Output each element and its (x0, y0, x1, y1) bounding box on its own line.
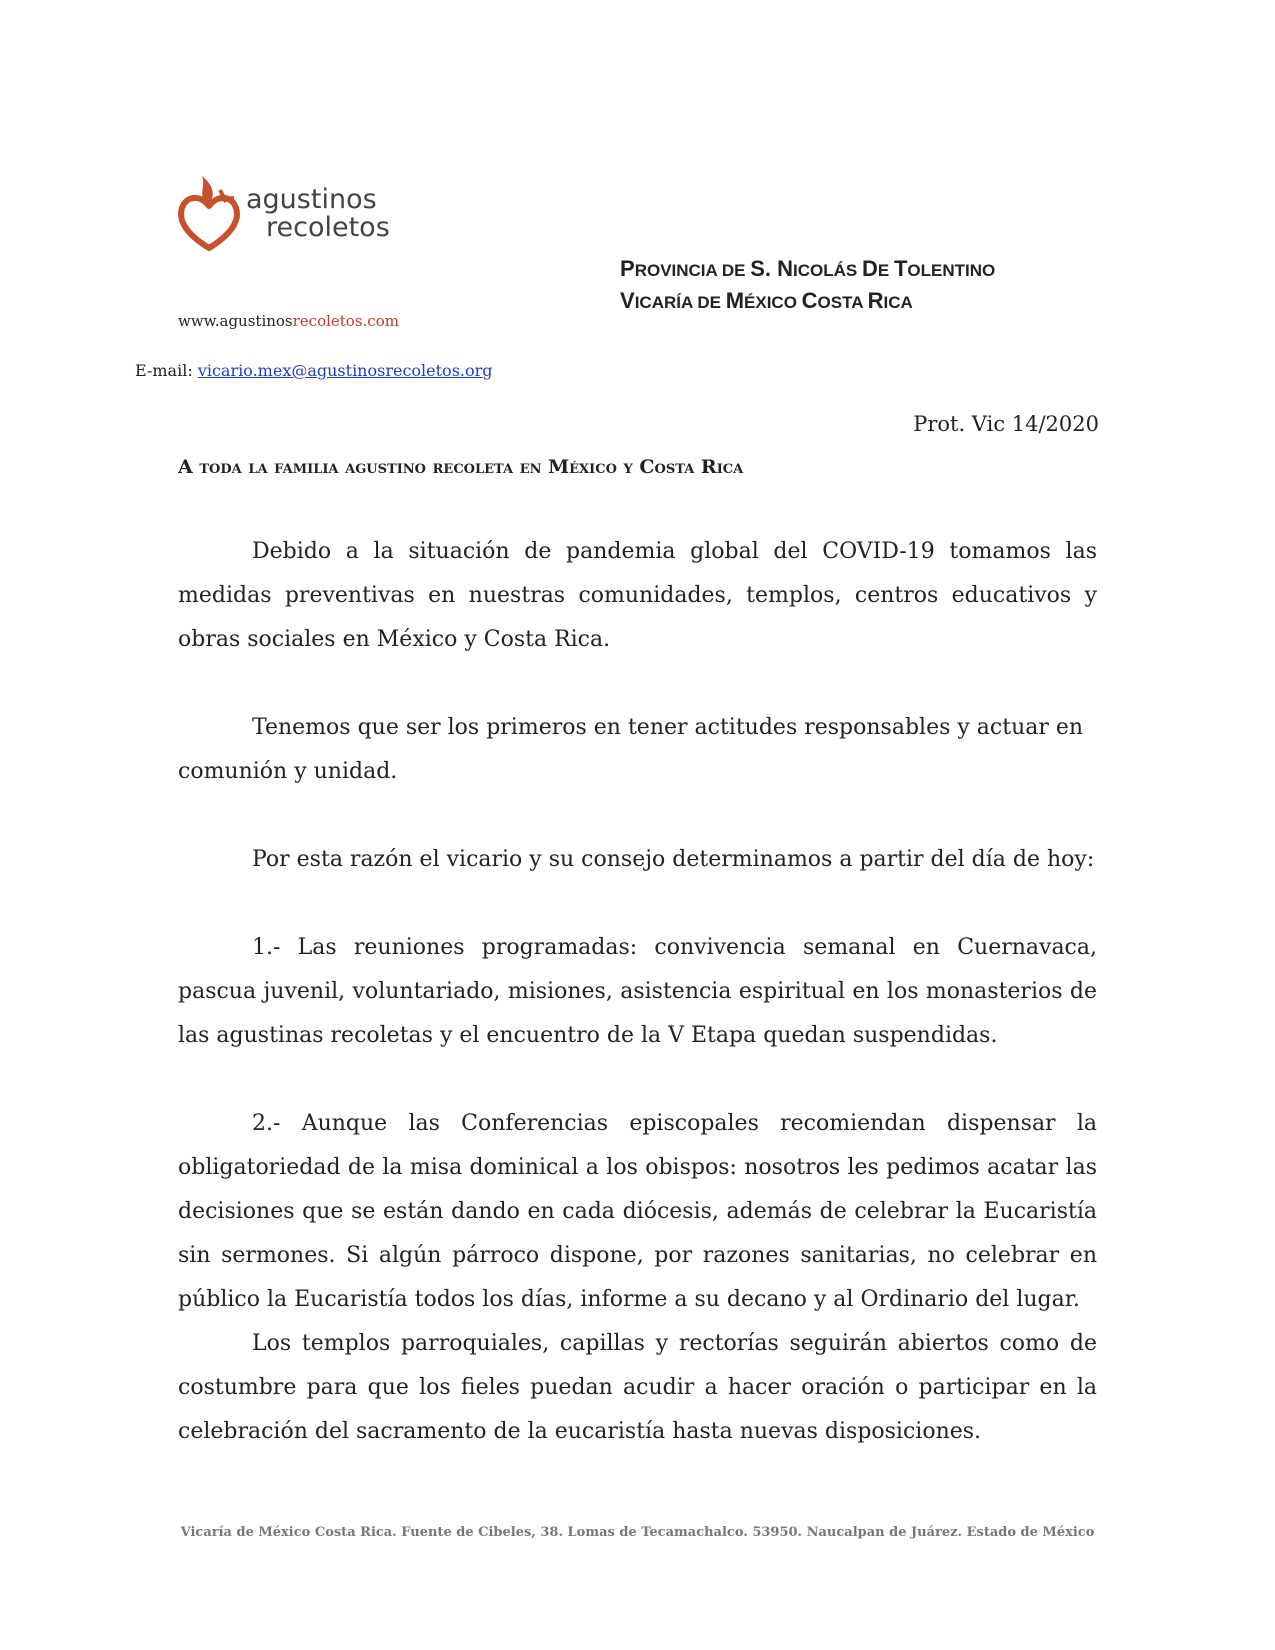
logo-line-1: agustinos (246, 184, 377, 215)
email-link[interactable]: vicario.mex@agustinosrecoletos.org (197, 361, 493, 380)
province-line-2: VICARÍA DE MÉXICO COSTA RICA (620, 288, 913, 313)
heart-flame-icon (176, 176, 242, 256)
paragraph-3: Por esta razón el vicario y su consejo determinamos a partir del día de hoy: (252, 847, 1095, 872)
letter-body (178, 530, 1097, 1454)
website-text: www.agustinosrecoletos.com (178, 312, 399, 330)
footer-address: Vicaría de México Costa Rica. Fuente de Cibeles, 38. Lomas de Tecamachalco. 53950. Naucalpan de Juárez. Estado de México (180, 1525, 1095, 1540)
email-line (135, 361, 493, 380)
province-line-1: PROVINCIA DE S. NICOLÁS DE TOLENTINO (620, 256, 996, 281)
paragraph-4: 1.- Las reuniones programadas: convivencia semanal en Cuernavaca, pascua juvenil, voluntariado, misiones, asistencia espiritual en los monasterios de las agustinas recoletas y el encuentro de la V Etapa quedan suspendidas. (178, 935, 1097, 1048)
province-heading (620, 254, 995, 318)
paragraph-2: Tenemos que ser los primeros en tener actitudes responsables y actuar en comunión y unidad. (178, 715, 1084, 784)
paragraph-1: Debido a la situación de pandemia global del COVID-19 tomamos las medidas preventivas en nuestras comunidades, templos, centros educativos y obras sociales en México y Costa Rica. (178, 539, 1097, 652)
logo-wordmark (246, 186, 390, 242)
logo-line-2: recoletos (266, 212, 390, 243)
email-label: E-mail: (135, 361, 198, 380)
addressee-heading: A toda la familia agustino recoleta en México y Costa Rica (178, 456, 744, 478)
agustinos-recoletos-logo (176, 176, 416, 256)
paragraph-6: Los templos parroquiales, capillas y rectorías seguirán abiertos como de costumbre para que los fieles puedan acudir a hacer oración o participar en la celebración del sacramento de la eucaristía hasta nuevas disposiciones. (178, 1331, 1097, 1444)
paragraph-5: 2.- Aunque las Conferencias episcopales recomiendan dispensar la obligatoriedad de la misa dominical a los obispos: nosotros les pedimos acatar las decisiones que se están dando en cada diócesis, además de celebrar la Eucaristía sin sermones. Si algún párroco dispone, por razones sanitarias, no celebrar en público la Eucaristía todos los días, informe a su decano y al Ordinario del lugar. (178, 1111, 1097, 1312)
protocol-number: Prot. Vic 14/2020 (913, 412, 1099, 436)
